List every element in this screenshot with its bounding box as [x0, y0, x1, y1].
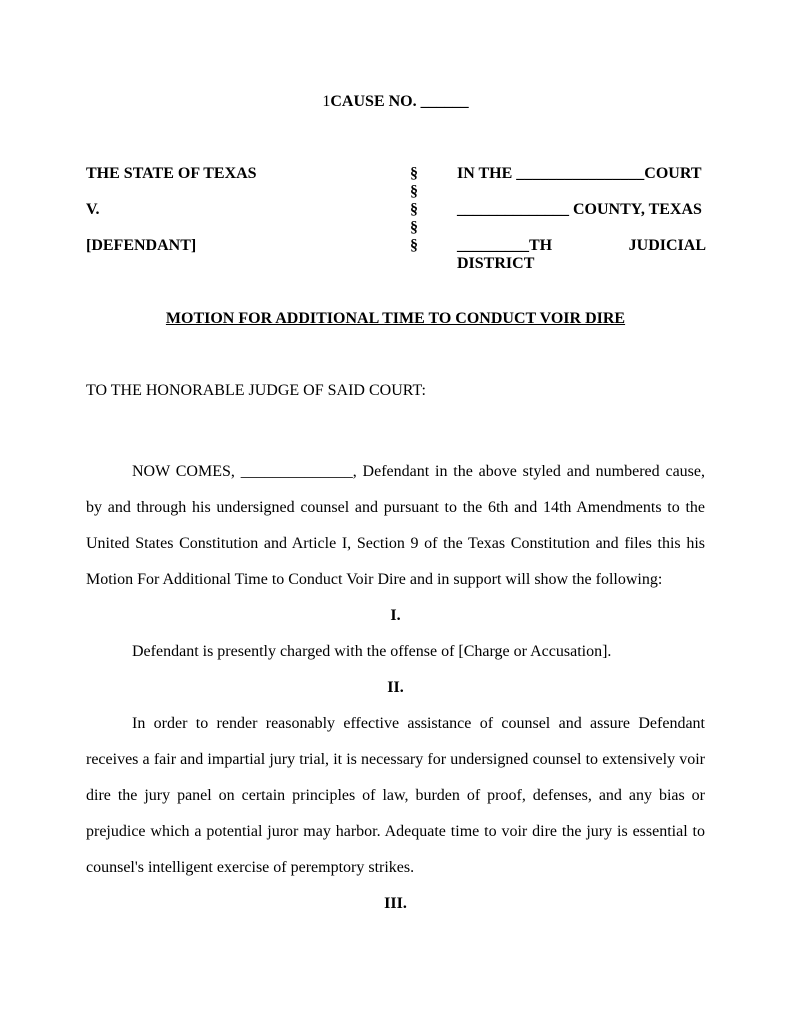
- district-line: [457, 237, 706, 255]
- section-symbol: §: [410, 183, 418, 200]
- section-heading: I.: [390, 607, 401, 624]
- section-paragraph: In order to render reasonably effective assistance of counsel and assure Defendant receives a fair and impartial jury trial, it is necessary for undersigned counsel to extensively voir dire the jury panel on certain principles of law, burden of proof, defenses, and any bias or prejudice which a potential juror may harbor. Adequate time to voir dire the jury is essential to counsel's intelligent exercise of peremptory strikes.: [86, 715, 705, 876]
- section-symbol: §: [410, 237, 418, 254]
- party-defendant: [DEFENDANT]: [86, 237, 197, 254]
- judicial-label: JUDICIAL: [628, 237, 706, 254]
- section-symbol: §: [410, 165, 418, 182]
- party-state: THE STATE OF TEXAS: [86, 165, 257, 182]
- district-number: _________TH: [457, 237, 553, 254]
- court-prefix: IN THE ________________: [457, 165, 645, 182]
- court-name-line: [457, 165, 706, 183]
- party-versus: V.: [86, 201, 100, 218]
- section-symbol: §: [410, 219, 418, 236]
- footnote-marker: 1: [322, 93, 331, 110]
- section-paragraph: Defendant is presently charged with the offense of [Charge or Accusation].: [132, 643, 612, 660]
- cause-number-header: [0, 93, 791, 111]
- cause-label: CAUSE NO. ______: [330, 93, 469, 110]
- motion-title: MOTION FOR ADDITIONAL TIME TO CONDUCT VOIR DIRE: [165, 310, 626, 327]
- intro-paragraph: NOW COMES, ______________, Defendant in the above styled and numbered cause, by and through his undersigned counsel and pursuant to the 6th and 14th Amendments to the United States Constitution and Article I, Section 9 of the Texas Constitution and files this his Motion For Additional Time to Conduct Voir Dire and in support will show the following:: [86, 463, 705, 588]
- court-suffix: COURT: [644, 165, 702, 182]
- section-heading: II.: [387, 679, 404, 696]
- motion-body: [86, 454, 705, 922]
- salutation: TO THE HONORABLE JUDGE OF SAID COURT:: [86, 382, 426, 399]
- county-line: ______________ COUNTY, TEXAS: [457, 201, 702, 218]
- district-label: DISTRICT: [457, 255, 535, 272]
- case-caption: [86, 165, 706, 280]
- section-heading: III.: [384, 895, 407, 912]
- section-symbol: §: [410, 201, 418, 218]
